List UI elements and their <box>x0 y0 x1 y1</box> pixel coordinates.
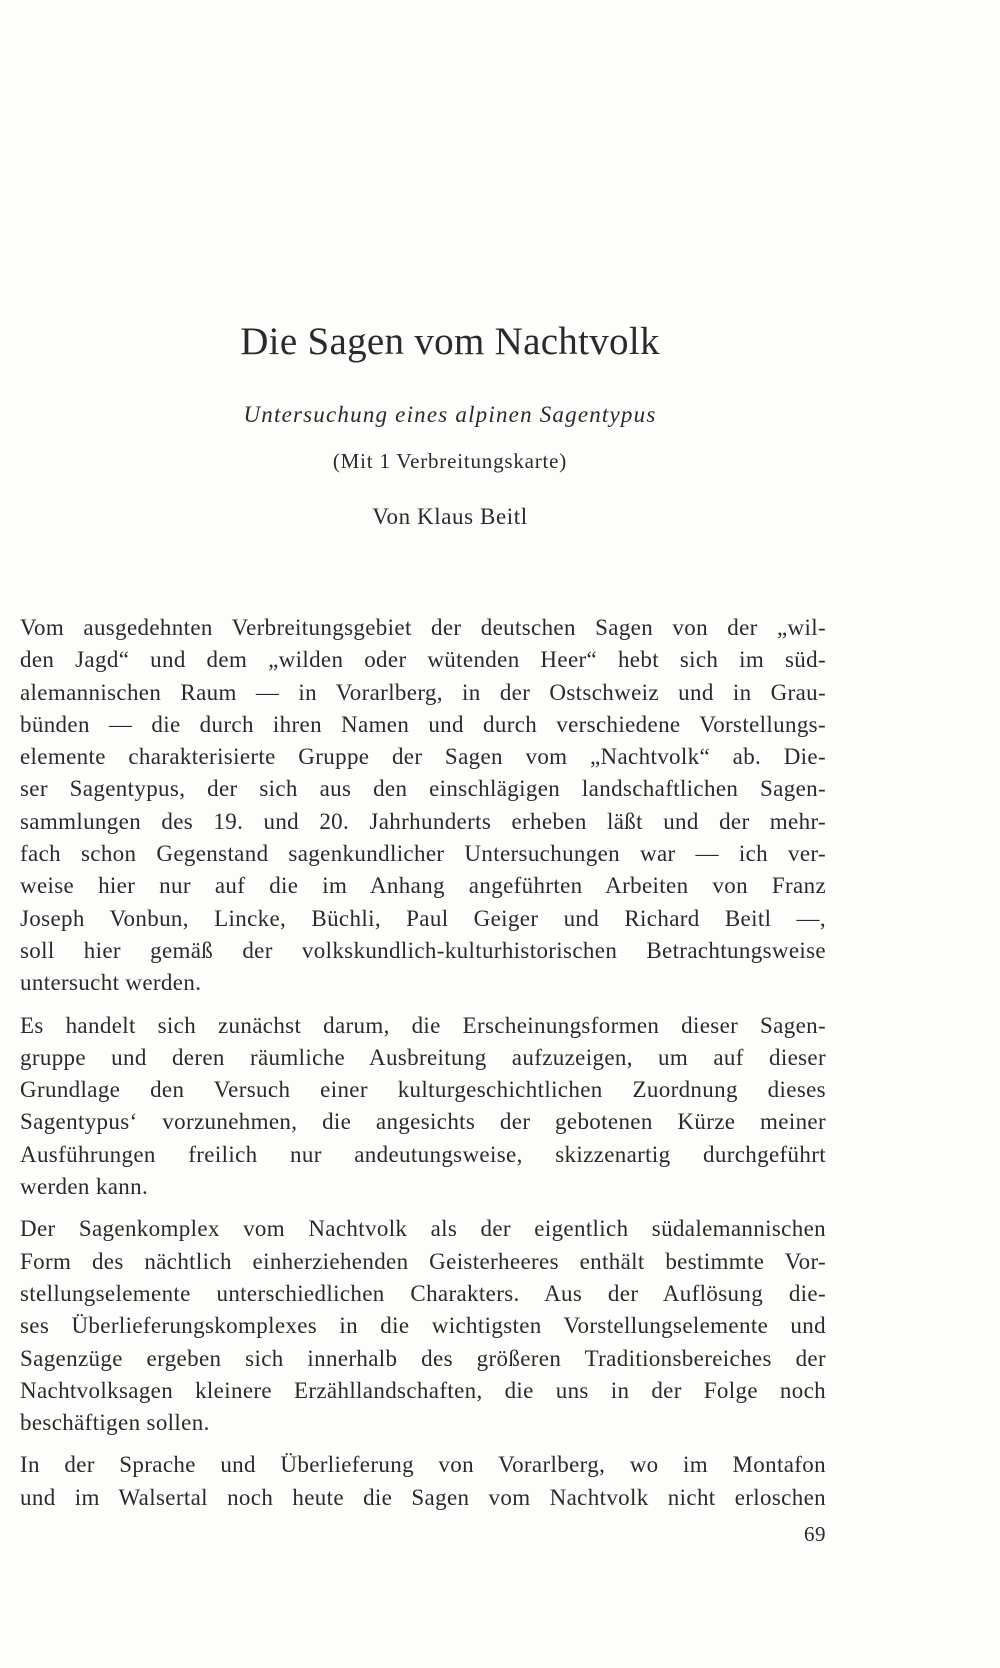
article-title: Die Sagen vom Nachtvolk <box>240 320 660 363</box>
article-subtitle: Untersuchung eines alpinen Sagentypus <box>243 402 657 427</box>
paragraph <box>20 1449 826 1514</box>
text-line: untersucht werden. <box>20 970 202 996</box>
text-line: und im Walsertal noch heute die Sagen vom Nachtvolk nicht erloschen <box>20 1484 826 1510</box>
text-line: Sagentypus‘ vorzunehmen, die angesichts der gebotenen Kürze meiner <box>20 1109 826 1135</box>
article-body <box>20 612 826 1524</box>
text-line: Es handelt sich zunächst darum, die Erscheinungsformen dieser Sagen- <box>20 1012 826 1038</box>
text-line: Nachtvolksagen kleinere Erzähllandschaften, die uns in der Folge noch <box>20 1377 826 1403</box>
text-line: bünden — die durch ihren Namen und durch verschiedene Vorstellungs- <box>20 711 826 737</box>
text-line: Vom ausgedehnten Verbreitungsgebiet der deutschen Sagen von der „wil- <box>20 615 826 640</box>
text-line: alemannischen Raum — in Vorarlberg, in der Ostschweiz und in Grau- <box>20 679 826 705</box>
text-line: weise hier nur auf die im Anhang angeführten Arbeiten von Franz <box>20 873 826 899</box>
text-line: Form des nächtlich einherziehenden Geisterheeres enthält bestimmte Vor- <box>20 1248 826 1274</box>
article-author: Von Klaus Beitl <box>372 504 528 529</box>
text-line: fach schon Gegenstand sagenkundlicher Untersuchungen war — ich ver- <box>20 841 826 867</box>
text-line: stellungselemente unterschiedlichen Charakters. Aus der Auflösung die- <box>20 1280 826 1306</box>
text-line: Grundlage den Versuch einer kulturgeschichtlichen Zuordnung dieses <box>20 1077 826 1103</box>
text-line: In der Sprache und Überlieferung von Vorarlberg, wo im Montafon <box>20 1452 826 1478</box>
text-line: den Jagd“ und dem „wilden oder wütenden Heer“ hebt sich im süd- <box>20 647 826 673</box>
text-line: ses Überlieferungskomplexes in die wichtigsten Vorstellungselemente und <box>20 1313 826 1339</box>
text-line: elemente charakterisierte Gruppe der Sagen vom „Nachtvolk“ ab. Die- <box>20 744 826 770</box>
text-line: gruppe und deren räumliche Ausbreitung aufzuzeigen, um auf dieser <box>20 1044 826 1070</box>
text-line: soll hier gemäß der volkskundlich-kulturhistorischen Betrachtungsweise <box>20 937 826 963</box>
text-line: Der Sagenkomplex vom Nachtvolk als der eigentlich südalemannischen <box>20 1216 826 1242</box>
text-line: werden kann. <box>20 1174 149 1200</box>
page-number: 69 <box>804 1522 826 1546</box>
text-line: sammlungen des 19. und 20. Jahrhunderts erheben läßt und der mehr- <box>20 808 826 834</box>
text-line: ser Sagentypus, der sich aus den einschlägigen landschaftlichen Sagen- <box>20 776 826 802</box>
text-line: beschäftigen sollen. <box>20 1410 210 1436</box>
text-line: Sagenzüge ergeben sich innerhalb des größeren Traditionsbereiches der <box>20 1345 826 1371</box>
paragraph <box>20 1010 826 1204</box>
text-line: Joseph Vonbun, Lincke, Büchli, Paul Geiger und Richard Beitl —, <box>20 905 826 931</box>
text-line: Ausführungen freilich nur andeutungsweise, skizzenartig durchgeführt <box>20 1141 826 1167</box>
article-note: (Mit 1 Verbreitungskarte) <box>332 449 568 473</box>
paragraph <box>20 1213 826 1439</box>
paragraph <box>20 612 826 1000</box>
